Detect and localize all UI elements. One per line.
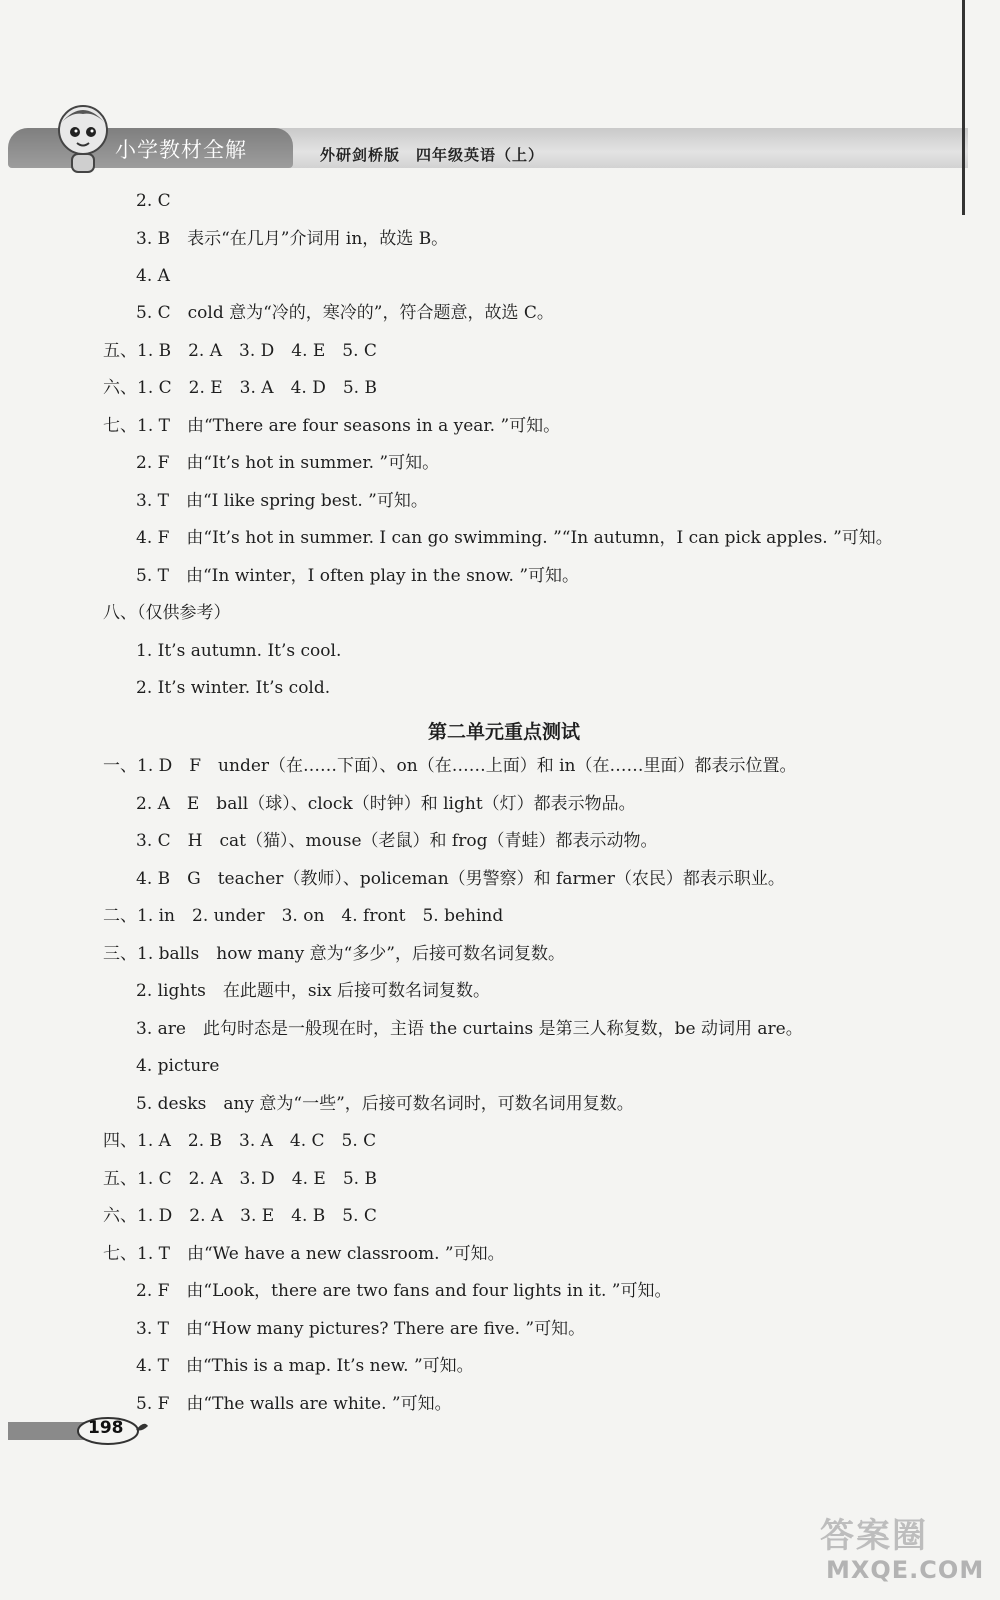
watermark-url: MXQE.COM [826, 1556, 985, 1584]
answer-line: 八、（仅供参考） [103, 603, 231, 623]
page-number-badge [8, 1416, 148, 1446]
answer-line: 4. B G teacher（教师）、policeman（男警察）和 farmer（农民）都表示职业。 [136, 869, 785, 889]
answer-line: 七、1. T 由“We have a new classroom. ”可知。 [103, 1244, 505, 1264]
book-subtitle: 外研剑桥版 四年级英语（上） [320, 146, 545, 164]
answer-line: 3. B 表示“在几月”介词用 in，故选 B。 [136, 229, 449, 249]
watermark-logo: 答案圈 [820, 1516, 928, 1556]
answer-line: 2. F 由“It’s hot in summer. ”可知。 [136, 453, 440, 473]
answer-line: 2. F 由“Look，there are two fans and four lights in it. ”可知。 [136, 1281, 672, 1301]
answer-line: 四、1. A 2. B 3. A 4. C 5. C [103, 1131, 377, 1151]
answer-line: 五、1. C 2. A 3. D 4. E 5. B [103, 1169, 377, 1189]
answer-line: 5. F 由“The walls are white. ”可知。 [136, 1394, 452, 1414]
answer-line: 4. F 由“It’s hot in summer. I can go swimming. ”“In autumn，I can pick apples. ”可知。 [136, 528, 893, 548]
page-number: 198 [88, 1418, 124, 1438]
section-title: 第二单元重点测试 [428, 721, 581, 743]
mascot-logo [48, 100, 118, 176]
answer-line: 5. desks any 意为“一些”，后接可数名词时，可数名词用复数。 [136, 1094, 634, 1114]
answer-line: 六、1. D 2. A 3. E 4. B 5. C [103, 1206, 377, 1226]
answer-line: 2. A E ball（球）、clock（时钟）和 light（灯）都表示物品。 [136, 794, 636, 814]
answer-line: 七、1. T 由“There are four seasons in a year. ”可知。 [103, 416, 561, 436]
answer-line: 2. C [136, 191, 171, 211]
answer-line: 5. C cold 意为“冷的，寒冷的”，符合题意，故选 C。 [136, 303, 554, 323]
book-title: 小学教材全解 [115, 138, 247, 162]
answer-line: 2. It’s winter. It’s cold. [136, 678, 331, 698]
page-edge-rule [962, 0, 965, 215]
answer-line: 五、1. B 2. A 3. D 4. E 5. C [103, 341, 377, 361]
answer-line: 二、1. in 2. under 3. on 4. front 5. behind [103, 906, 504, 926]
answer-line: 一、1. D F under（在……下面）、on（在……上面）和 in（在……里面）都表示位置。 [103, 756, 797, 776]
answer-line: 3. T 由“I like spring best. ”可知。 [136, 491, 428, 511]
answer-line: 六、1. C 2. E 3. A 4. D 5. B [103, 378, 377, 398]
answer-line: 2. lights 在此题中，six 后接可数名词复数。 [136, 981, 491, 1001]
answer-line: 3. T 由“How many pictures? There are five. ”可知。 [136, 1319, 586, 1339]
answer-line: 5. T 由“In winter，I often play in the snow. ”可知。 [136, 566, 580, 586]
answer-line: 1. It’s autumn. It’s cool. [136, 641, 342, 661]
answer-line: 三、1. balls how many 意为“多少”，后接可数名词复数。 [103, 944, 565, 964]
answer-line: 3. C H cat（猫）、mouse（老鼠）和 frog（青蛙）都表示动物。 [136, 831, 658, 851]
answer-line: 4. picture [136, 1056, 220, 1076]
answer-line: 3. are 此句时态是一般现在时，主语 the curtains 是第三人称复数，be 动词用 are。 [136, 1019, 803, 1039]
answer-line: 4. T 由“This is a map. It’s new. ”可知。 [136, 1356, 474, 1376]
answer-line: 4. A [136, 266, 170, 286]
